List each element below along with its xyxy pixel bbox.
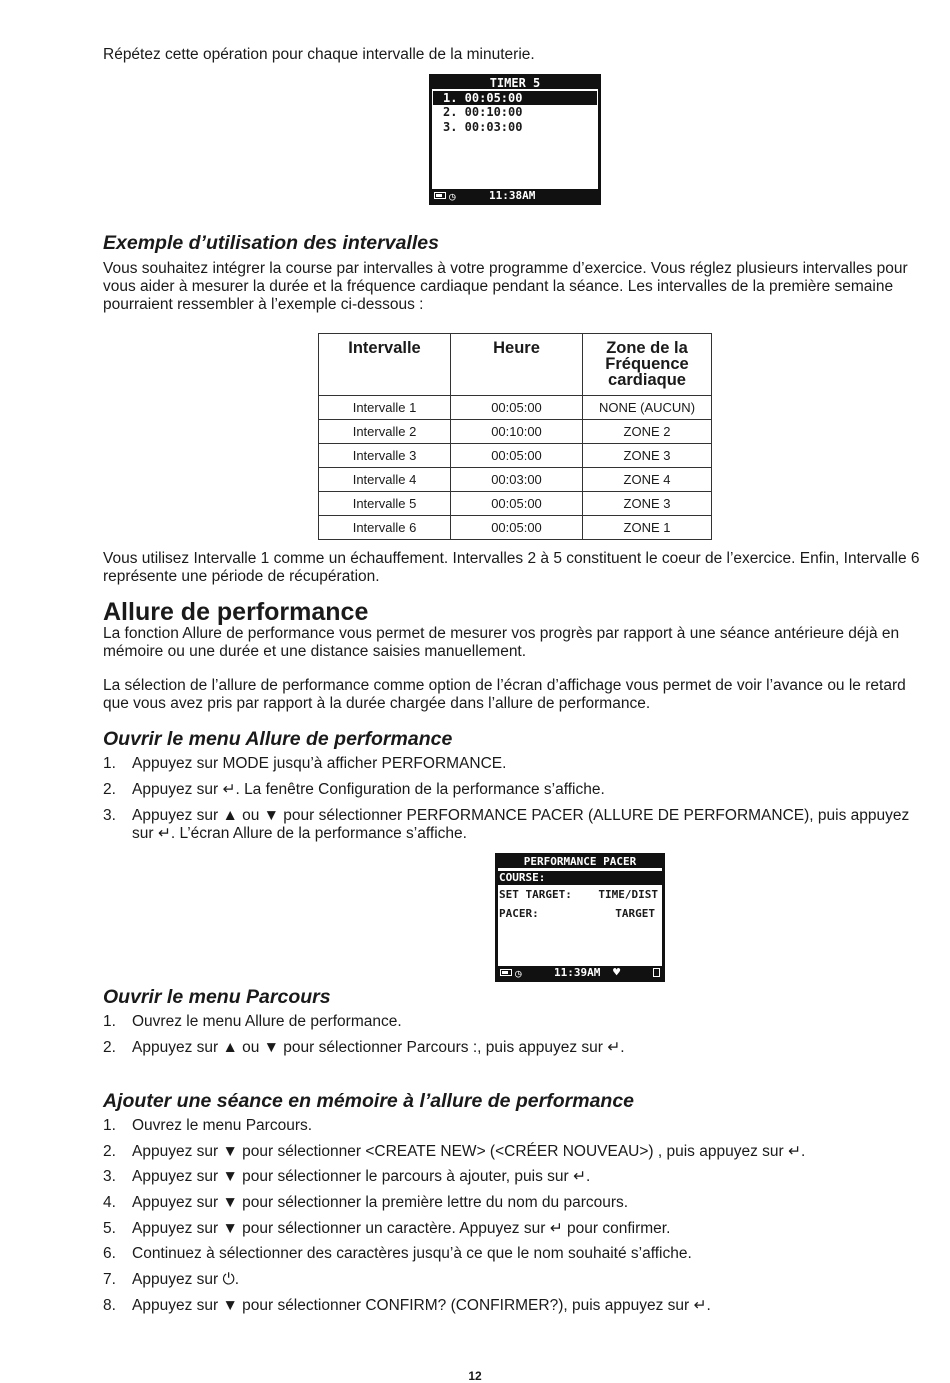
pacer-row-selected: COURSE: — [498, 871, 662, 885]
course-menu-heading: Ouvrir le menu Parcours — [103, 986, 331, 1008]
list-item: 2. Appuyez sur ▲ ou ▼ pour sélectionner Parcours :, puis appuyez sur ↵. — [103, 1039, 625, 1056]
table-header-zone: Zone de la Fréquence cardiaque — [583, 334, 712, 396]
table-header-row — [319, 334, 712, 396]
battery-icon — [500, 969, 512, 976]
table-cell: 00:03:00 — [451, 468, 583, 492]
list-item: 3. Appuyez sur ▼ pour sélectionner le parcours à ajouter, puis sur ↵. — [103, 1168, 591, 1186]
table-cell: Intervalle 2 — [319, 420, 451, 444]
pacer-row-pacer — [498, 904, 662, 923]
stopwatch-icon: ◷ — [449, 190, 456, 203]
table-cell: ZONE 1 — [583, 516, 712, 540]
table-cell: Intervalle 1 — [319, 396, 451, 420]
heart-icon: ♥ — [613, 965, 621, 979]
list-item: 1. Ouvrez le menu Parcours. — [103, 1117, 313, 1134]
table-cell: Intervalle 6 — [319, 516, 451, 540]
pacer-pacer-value: TARGET — [615, 907, 655, 920]
table-row — [319, 492, 712, 516]
page-number: 12 — [468, 1369, 482, 1383]
table-cell: ZONE 2 — [583, 420, 712, 444]
pacer-screen — [495, 853, 665, 982]
example-paragraph: Vous souhaitez intégrer la course par intervalles à votre programme d’exercice. Vous réglez plusieurs intervalles pour vous aider à mesurer la durée et la fréquence cardiaque pendant la séance. Les intervalles de la première semaine pourraient ressembler à l’exemple ci-dessous : — [103, 260, 908, 313]
add-session-steps — [103, 1117, 928, 1315]
list-item: 6. Continuez à sélectionner des caractères jusqu’à ce que le nom souhaité s’affiche. — [103, 1245, 692, 1263]
pacer-row-target — [498, 885, 662, 904]
runner-icon — [653, 968, 660, 977]
open-menu-steps — [103, 755, 928, 843]
pacer-target-label: SET TARGET: — [499, 888, 572, 901]
timer-status-time: 11:38AM — [489, 189, 536, 202]
table-cell: Intervalle 5 — [319, 492, 451, 516]
table-cell: 00:10:00 — [451, 420, 583, 444]
list-item: 7. Appuyez sur ⏻. — [103, 1271, 240, 1289]
course-menu-steps — [103, 1013, 928, 1057]
pacer-status-time: 11:39AM — [554, 966, 601, 979]
intervals-table — [318, 333, 712, 540]
table-cell: 00:05:00 — [451, 444, 583, 468]
timer-row-selected: 1. 00:05:00 — [433, 91, 597, 105]
table-cell: ZONE 3 — [583, 492, 712, 516]
example-heading: Exemple d’utilisation des intervalles — [103, 232, 439, 254]
list-item: 1. Appuyez sur MODE jusqu’à afficher PERFORMANCE. — [103, 755, 507, 772]
timer-status-bar — [432, 189, 598, 202]
performance-heading: Allure de performance — [103, 598, 369, 626]
list-item: 2. Appuyez sur ↵. La fenêtre Configuration de la performance s’affiche. — [103, 781, 605, 798]
table-cell: 00:05:00 — [451, 396, 583, 420]
performance-paragraph-1: La fonction Allure de performance vous permet de mesurer vos progrès par rapport à une séance antérieure déjà en mémoire ou une durée et une distance saisies manuellement. — [103, 625, 900, 660]
pacer-target-value: TIME/DIST — [598, 888, 658, 901]
table-cell: 00:05:00 — [451, 492, 583, 516]
table-cell: ZONE 3 — [583, 444, 712, 468]
table-row — [319, 396, 712, 420]
table-cell: ZONE 4 — [583, 468, 712, 492]
intro-text: Répétez cette opération pour chaque intervalle de la minuterie. — [103, 46, 535, 63]
performance-paragraph-2: La sélection de l’allure de performance comme option de l’écran d’affichage vous permet de voir l’avance ou le retard que vous avez pris par rapport à la durée chargée dans l’allure de performance. — [103, 677, 906, 712]
list-item: 8. Appuyez sur ▼ pour sélectionner CONFIRM? (CONFIRMER?), puis appuyez sur ↵. — [103, 1296, 711, 1314]
timer-screen-title: TIMER 5 — [432, 77, 598, 89]
pacer-status-bar — [498, 966, 662, 979]
list-item: 3. Appuyez sur ▲ ou ▼ pour sélectionner PERFORMANCE PACER (ALLURE DE PERFORMANCE), puis appuyez sur ↵. L’écran Allure de la performance s’affiche. — [103, 807, 910, 842]
table-cell: Intervalle 3 — [319, 444, 451, 468]
table-row — [319, 516, 712, 540]
open-menu-heading: Ouvrir le menu Allure de performance — [103, 728, 453, 750]
timer-row: 2. 00:10:00 — [443, 105, 523, 119]
pacer-pacer-label: PACER: — [499, 907, 539, 920]
table-cell: Intervalle 4 — [319, 468, 451, 492]
table-row — [319, 444, 712, 468]
stopwatch-icon: ◷ — [515, 967, 522, 980]
table-row — [319, 420, 712, 444]
after-table-text: Vous utilisez Intervalle 1 comme un échauffement. Intervalles 2 à 5 constituent le coeur de l’exercice. Enfin, Intervalle 6 représente une période de récupération. — [103, 550, 920, 585]
list-item: 5. Appuyez sur ▼ pour sélectionner un caractère. Appuyez sur ↵ pour confirmer. — [103, 1219, 671, 1237]
list-item: 2. Appuyez sur ▼ pour sélectionner <CREATE NEW> (<CRÉER NOUVEAU>) , puis appuyez sur ↵. — [103, 1142, 806, 1160]
list-item: 1. Ouvrez le menu Allure de performance. — [103, 1013, 402, 1030]
table-row — [319, 468, 712, 492]
timer-row: 3. 00:03:00 — [443, 120, 523, 134]
list-item: 4. Appuyez sur ▼ pour sélectionner la première lettre du nom du parcours. — [103, 1194, 629, 1212]
table-cell: NONE (AUCUN) — [583, 396, 712, 420]
table-cell: 00:05:00 — [451, 516, 583, 540]
battery-icon — [434, 192, 446, 199]
add-session-heading: Ajouter une séance en mémoire à l’allure de performance — [103, 1090, 635, 1112]
table-header-time: Heure — [451, 334, 583, 396]
pacer-screen-title: PERFORMANCE PACER — [498, 856, 662, 868]
timer-screen — [429, 74, 601, 205]
table-header-interval: Intervalle — [319, 334, 451, 396]
